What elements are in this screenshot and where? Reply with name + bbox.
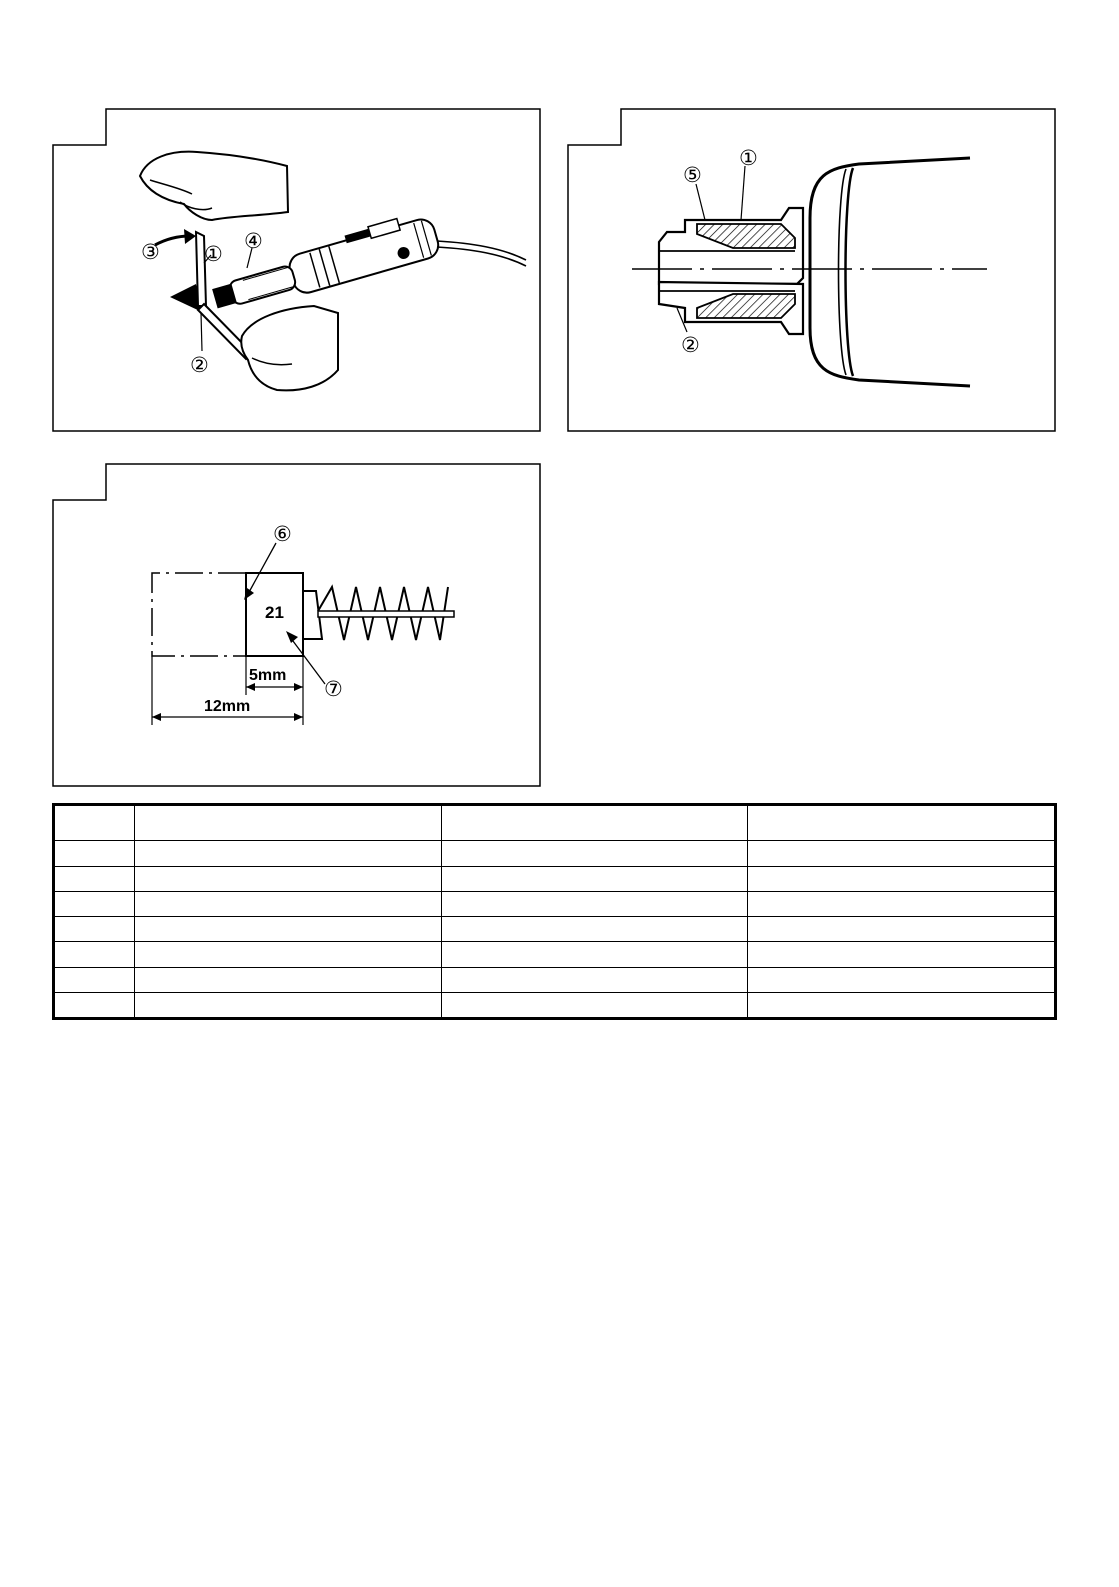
table-row (54, 942, 1056, 967)
leader-line (290, 637, 325, 684)
table-cell (442, 866, 748, 891)
table-cell (748, 942, 1056, 967)
table-row (54, 866, 1056, 891)
table-cell (748, 866, 1056, 891)
table-cell (748, 805, 1056, 841)
callout-6: ⑥ (273, 523, 292, 546)
table-row (54, 891, 1056, 916)
table-cell (442, 841, 748, 866)
die-grinder-body (207, 209, 441, 318)
brush-lead (318, 611, 454, 617)
table-cell (54, 805, 135, 841)
table-cell (135, 866, 442, 891)
table-cell (54, 841, 135, 866)
parts-table-body (54, 805, 1056, 1019)
callout-2: ② (190, 354, 209, 377)
dimension-label-12mm: 12mm (204, 698, 251, 715)
dimension-label-5mm: 5mm (249, 667, 287, 684)
figure-1-wrench-bit-change (52, 108, 542, 432)
table-cell (748, 891, 1056, 916)
table-cell (748, 917, 1056, 942)
callout-3: ③ (141, 241, 160, 264)
callout-5: ⑤ (683, 164, 702, 187)
table-cell (748, 967, 1056, 992)
leader-line (201, 313, 202, 351)
callout-2: ② (681, 334, 700, 357)
table-cell (135, 805, 442, 841)
table-cell (54, 992, 135, 1018)
leader-line (741, 166, 745, 220)
lower-hand (241, 306, 338, 390)
table-cell (442, 942, 748, 967)
table-cell (135, 917, 442, 942)
callout-1: ① (204, 243, 223, 266)
power-cord (437, 247, 526, 266)
callout-1: ① (739, 147, 758, 170)
table-row (54, 917, 1056, 942)
table-cell (442, 967, 748, 992)
parts-table (52, 803, 1057, 1020)
upper-hand (140, 152, 288, 220)
power-cord (437, 241, 526, 260)
figure-3-illustration (52, 463, 542, 787)
table-cell (135, 942, 442, 967)
table-row (54, 967, 1056, 992)
callout-7: ⑦ (324, 678, 343, 701)
table-cell (135, 841, 442, 866)
table-cell (748, 992, 1056, 1018)
table-cell (135, 891, 442, 916)
callout-4: ④ (244, 230, 263, 253)
figure-3-carbon-brush (52, 463, 542, 787)
table-cell (54, 917, 135, 942)
table-cell (54, 866, 135, 891)
brush-number: 21 (265, 603, 284, 622)
table-row (54, 805, 1056, 841)
table-row (54, 992, 1056, 1018)
motor-housing (810, 158, 970, 386)
table-cell (54, 891, 135, 916)
brush-original-outline (152, 573, 246, 656)
table-cell (442, 805, 748, 841)
table-row (54, 841, 1056, 866)
table-cell (442, 891, 748, 916)
table-cell (135, 992, 442, 1018)
table-cell (748, 841, 1056, 866)
leader-line (696, 184, 705, 220)
figure-2-illustration (567, 108, 1057, 432)
figure-2-collet-section (567, 108, 1057, 432)
figure-1-illustration (52, 108, 542, 432)
table-cell (442, 917, 748, 942)
table-cell (135, 967, 442, 992)
table-cell (442, 992, 748, 1018)
table-cell (54, 942, 135, 967)
table-cell (54, 967, 135, 992)
